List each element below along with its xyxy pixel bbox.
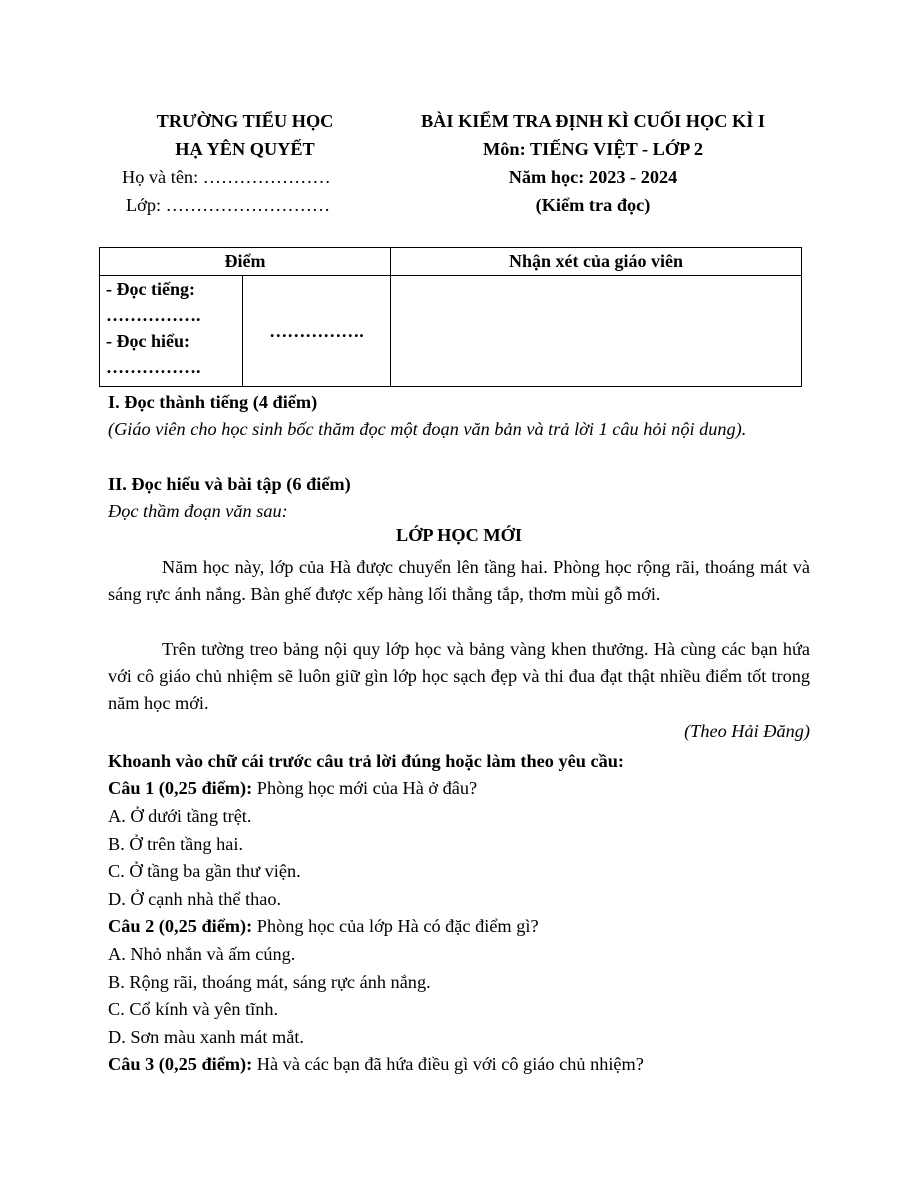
comment-cell xyxy=(391,276,802,387)
q2-option-d[interactable]: D. Sơn màu xanh mát mắt. xyxy=(108,1027,305,1047)
reading-aloud-label: - Đọc tiếng: xyxy=(106,279,195,299)
score-header: Điểm xyxy=(100,248,391,276)
question-1-text: Phòng học mới của Hà ở đâu? xyxy=(252,778,478,798)
task-instruction: Khoanh vào chữ cái trước câu trả lời đúng hoặc làm theo yêu cầu: xyxy=(108,751,624,771)
passage-paragraph-2: Trên tường treo bảng nội quy lớp học và bảng vàng khen thưởng. Hà cùng các bạn hứa với cô giáo chủ nhiệm sẽ luôn giữ gìn lớp học sạch đẹp và thi đua đạt thật nhiều điểm tốt trong năm học mới. xyxy=(108,639,810,713)
student-class-field: Lớp: ……………………… xyxy=(126,195,331,215)
section1-title: I. Đọc thành tiếng (4 điểm) xyxy=(108,392,318,412)
school-name-line2: HẠ YÊN QUYẾT xyxy=(175,139,315,159)
reading-aloud-dots: ……………. xyxy=(106,305,201,325)
question-3 xyxy=(108,1051,644,1078)
exam-subject: Môn: TIẾNG VIỆT - LỚP 2 xyxy=(483,139,703,159)
question-3-label: Câu 3 (0,25 điểm): xyxy=(108,1054,253,1074)
comment-header: Nhận xét của giáo viên xyxy=(391,248,802,276)
section1-note: (Giáo viên cho học sinh bốc thăm đọc một đoạn văn bản và trả lời 1 câu hỏi nội dung). xyxy=(108,419,747,439)
passage-source: (Theo Hải Đăng) xyxy=(684,721,810,741)
passage-paragraph-1: Năm học này, lớp của Hà được chuyển lên tầng hai. Phòng học rộng rãi, thoáng mát và sáng rực ánh nắng. Bàn ghế được xếp hàng lối thẳng tắp, thơm mùi gỗ mới. xyxy=(108,557,810,604)
question-1-label: Câu 1 (0,25 điểm): xyxy=(108,778,253,798)
q2-option-c[interactable]: C. Cổ kính và yên tĩnh. xyxy=(108,999,279,1019)
q1-option-d[interactable]: D. Ở cạnh nhà thể thao. xyxy=(108,889,282,909)
total-score-cell xyxy=(243,276,391,387)
passage-title: LỚP HỌC MỚI xyxy=(396,525,522,545)
total-score-dots: ……………. xyxy=(269,320,364,341)
section2-title: II. Đọc hiểu và bài tập (6 điểm) xyxy=(108,474,351,494)
score-table xyxy=(99,247,802,387)
question-1 xyxy=(108,775,477,802)
section2-instruction: Đọc thầm đoạn văn sau: xyxy=(108,501,288,521)
exam-year: Năm học: 2023 - 2024 xyxy=(508,167,678,187)
q2-option-b[interactable]: B. Rộng rãi, thoáng mát, sáng rực ánh nắng. xyxy=(108,972,431,992)
question-3-text: Hà và các bạn đã hứa điều gì với cô giáo chủ nhiệm? xyxy=(252,1054,644,1074)
q1-option-a[interactable]: A. Ở dưới tầng trệt. xyxy=(108,806,252,826)
question-2-label: Câu 2 (0,25 điểm): xyxy=(108,916,253,936)
school-name-line1: TRƯỜNG TIỂU HỌC xyxy=(156,111,334,131)
score-breakdown-cell xyxy=(100,276,243,387)
exam-type: (Kiểm tra đọc) xyxy=(535,195,651,215)
student-name-field: Họ và tên: ………………… xyxy=(122,167,331,187)
question-2-text: Phòng học của lớp Hà có đặc điểm gì? xyxy=(252,916,539,936)
q2-option-a[interactable]: A. Nhỏ nhắn và ấm cúng. xyxy=(108,944,296,964)
q1-option-c[interactable]: C. Ở tầng ba gần thư viện. xyxy=(108,861,301,881)
reading-comp-label: - Đọc hiểu: xyxy=(106,331,190,351)
question-2 xyxy=(108,913,539,940)
exam-title: BÀI KIỂM TRA ĐỊNH KÌ CUỐI HỌC KÌ I xyxy=(420,111,765,131)
reading-comp-dots: ……………. xyxy=(106,357,201,377)
q1-option-b[interactable]: B. Ở trên tầng hai. xyxy=(108,834,244,854)
